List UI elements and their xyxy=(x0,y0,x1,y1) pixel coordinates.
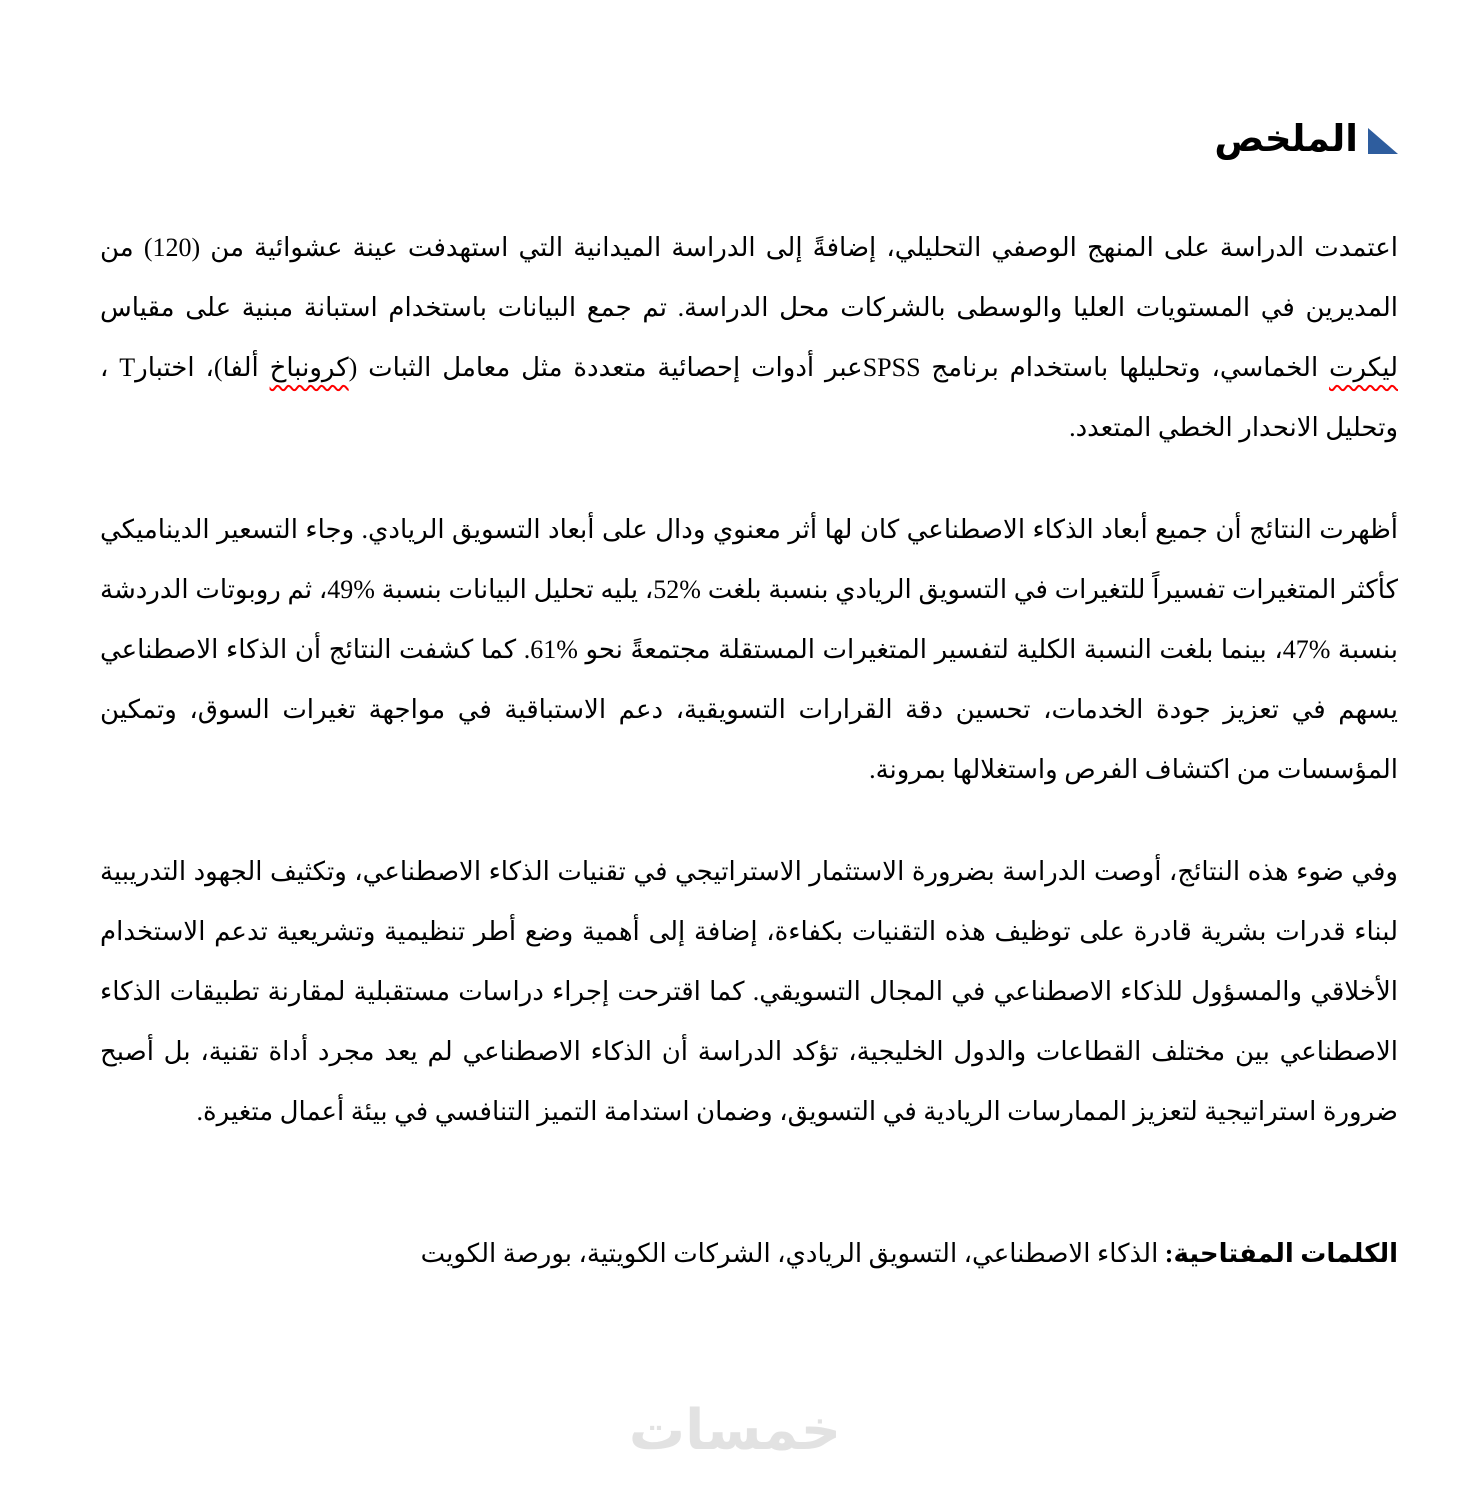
paragraph-results: أظهرت النتائج أن جميع أبعاد الذكاء الاصطناعي كان لها أثر معنوي ودال على أبعاد التسويق الريادي. وجاء التسعير الديناميكي كأكثر المتغيرات تفسيراً للتغيرات في التسويق الريادي بنسبة بلغت %52، يليه تحليل البيانات بنسبة %49، ثم روبوتات الدردشة بنسبة %47، بينما بلغت النسبة الكلية لتفسير المتغيرات المستقلة مجتمعةً نحو %61. كما كشفت النتائج أن الذكاء الاصطناعي يسهم في تعزيز جودة الخدمات، تحسين دقة القرارات التسويقية، دعم الاستباقية في مواجهة تغيرات السوق، وتمكين المؤسسات من اكتشاف الفرص واستغلالها بمرونة. xyxy=(100,515,1399,785)
abstract-body xyxy=(100,218,1398,1284)
paragraph-methodology-text-1: اعتمدت الدراسة على المنهج الوصفي التحليلي، إضافةً إلى الدراسة الميدانية التي استهدفت عينة عشوائية من (120) من المديرين في المستويات العليا والوسطى بالشركات محل الدراسة. تم جمع البيانات باستخدام استبانة مبنية على مقياس xyxy=(100,233,1399,323)
section-bullet-triangle-icon xyxy=(1368,128,1398,154)
khamsat-watermark: خمسات xyxy=(628,1398,842,1463)
keywords-line xyxy=(100,1224,1398,1284)
paragraph-methodology-text-2: الخماسي، وتحليلها باستخدام برنامج SPSSعبر أدوات إحصائية متعددة مثل معامل الثبات ( xyxy=(348,353,1330,383)
paragraph-recommendations: وفي ضوء هذه النتائج، أوصت الدراسة بضرورة الاستثمار الاستراتيجي في تقنيات الذكاء الاصطناعي، وتكثيف الجهود التدريبية لبناء قدرات بشرية قادرة على توظيف هذه التقنيات بكفاءة، إضافة إلى أهمية وضع أطر تنظيمية وتشريعية تدعم الاستخدام الأخلاقي والمسؤول للذكاء الاصطناعي في المجال التسويقي. كما اقترحت إجراء دراسات مستقبلية لمقارنة تطبيقات الذكاء الاصطناعي بين مختلف القطاعات والدول الخليجية، تؤكد الدراسة أن الذكاء الاصطناعي لم يعد مجرد أداة تقنية، بل أصبح ضرورة استراتيجية لتعزيز الممارسات الريادية في التسويق، وضمان استدامة التميز التنافسي في بيئة أعمال متغيرة. xyxy=(100,857,1398,1127)
section-header xyxy=(100,118,1398,162)
keywords-text: الذكاء الاصطناعي، التسويق الريادي، الشركات الكويتية، بورصة الكويت xyxy=(420,1239,1165,1269)
spellcheck-flagged-word-likert: ليكرت xyxy=(1329,353,1398,383)
keywords-label: الكلمات المفتاحية: xyxy=(1164,1239,1398,1269)
section-title: الملخص xyxy=(1214,119,1358,160)
triangle-shape xyxy=(1368,128,1398,154)
spellcheck-flagged-word-cronbach: كرونباخ xyxy=(269,353,349,383)
paragraph-methodology-text-3: ألفا)، اختبارT ، وتحليل الانحدار الخطي المتعدد. xyxy=(100,353,1398,443)
paragraph-methodology xyxy=(100,218,1398,458)
